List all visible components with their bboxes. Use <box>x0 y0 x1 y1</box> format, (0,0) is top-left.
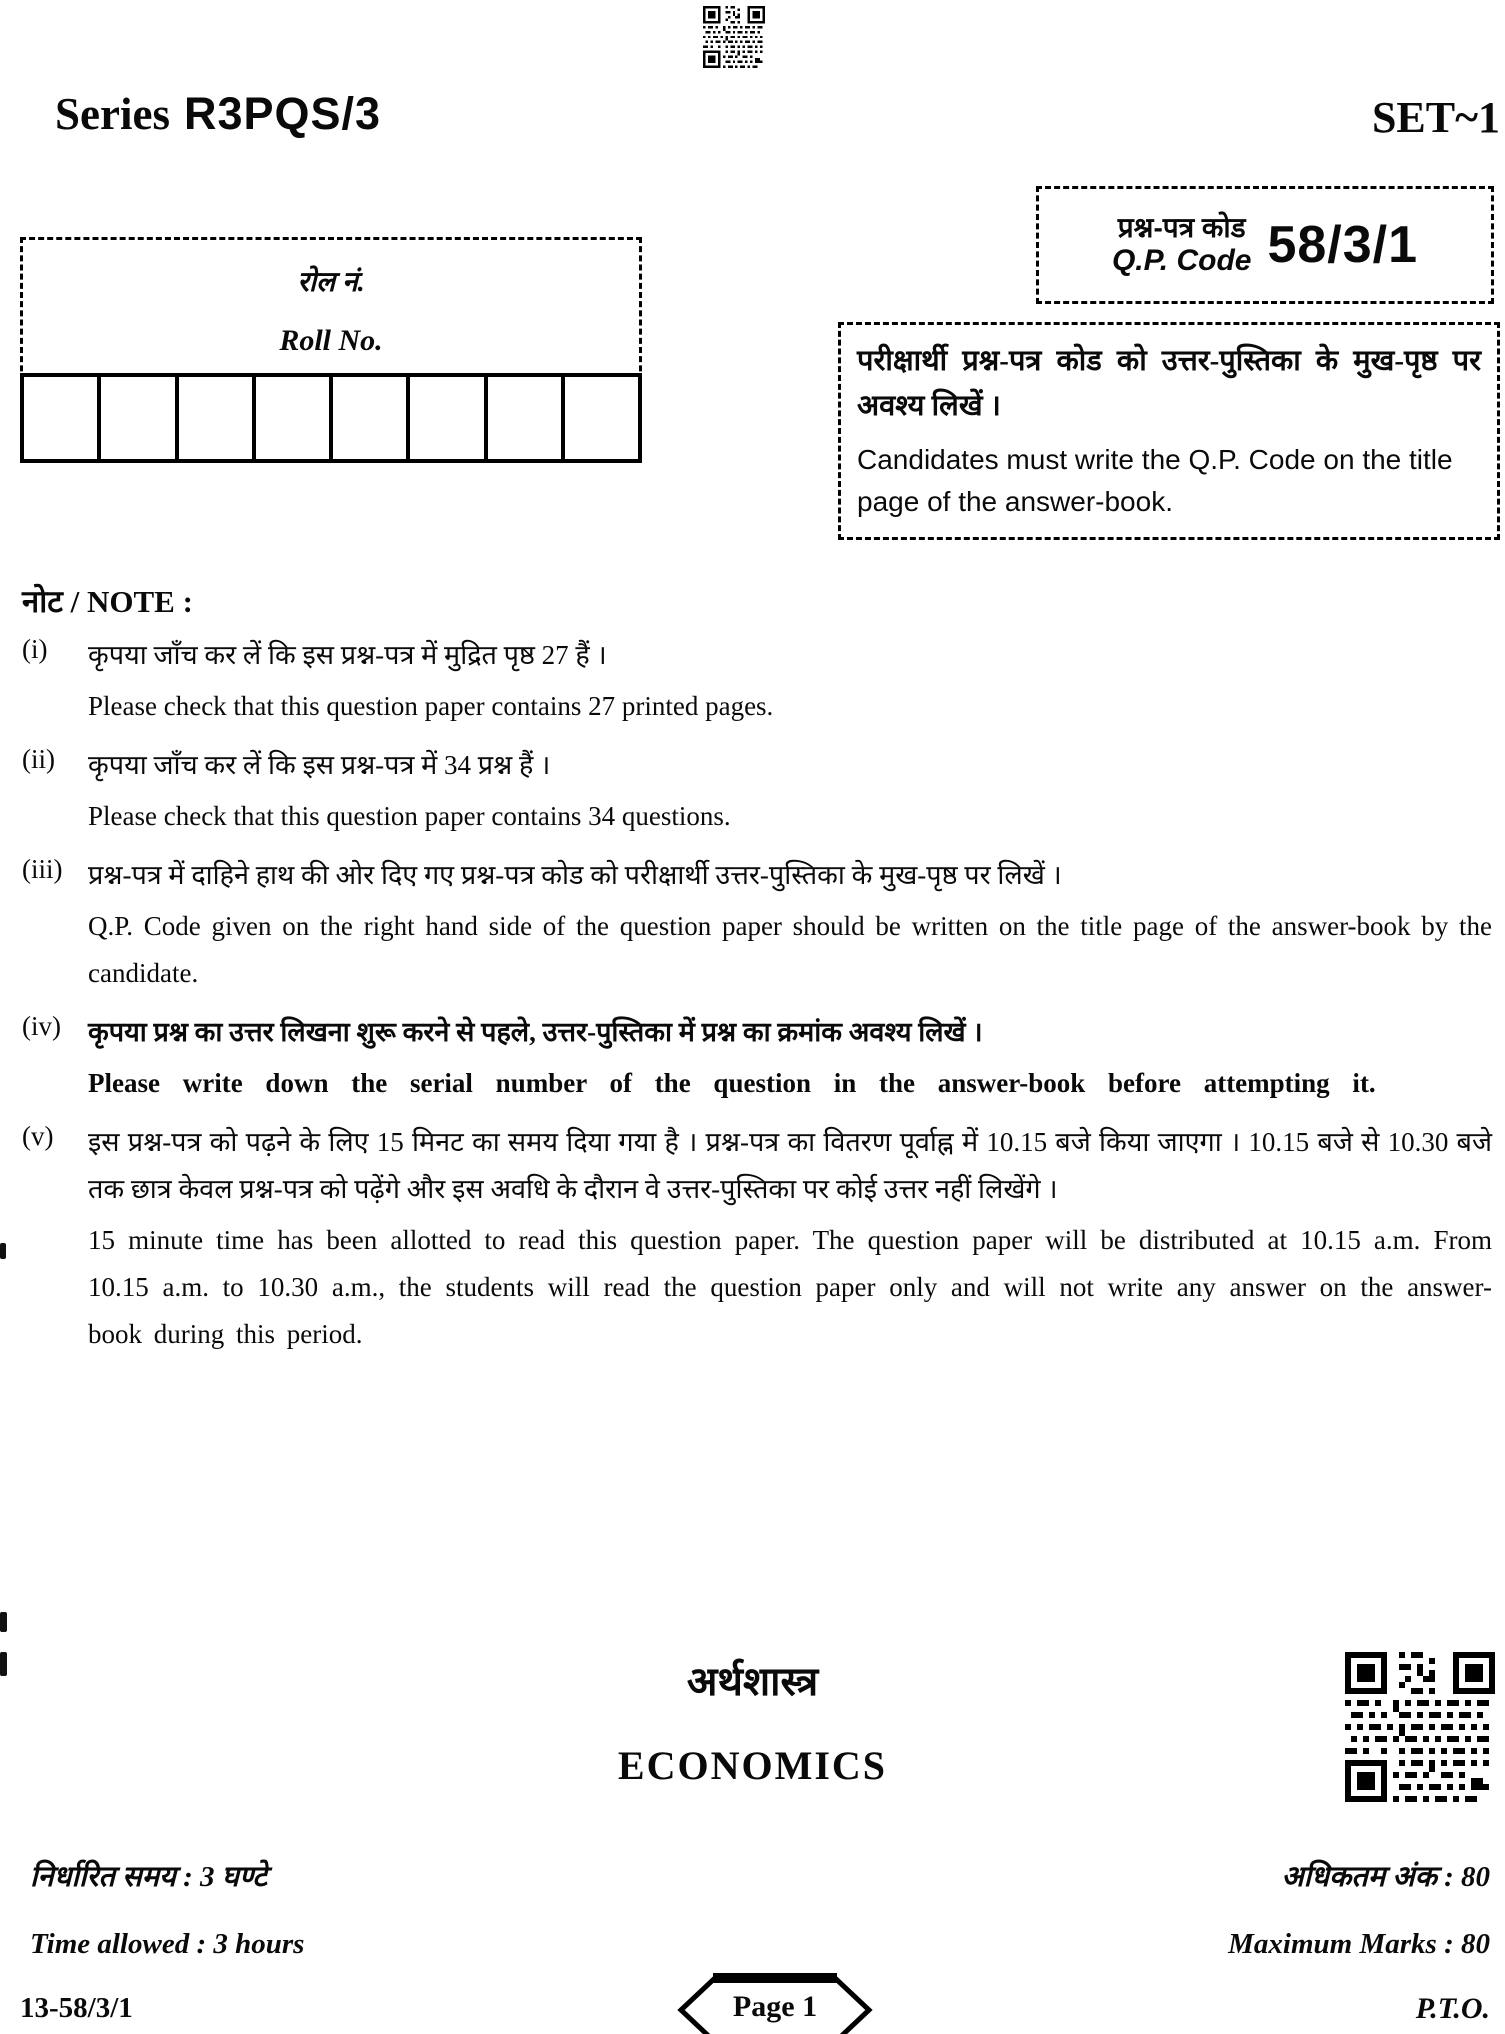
roll-number-box <box>20 237 642 463</box>
note-text-hindi: कृपया प्रश्न का उत्तर लिखना शुरू करने से पहले, उत्तर-पुस्तिका में प्रश्न का क्रमांक अवश्य लिखें । <box>88 1017 983 1047</box>
series-heading <box>55 88 381 140</box>
note-item-ii <box>22 742 1492 840</box>
note-marker: (v) <box>22 1121 54 1151</box>
note-text-english: Please check that this question paper contains 27 printed pages. <box>88 691 774 721</box>
note-item-iv <box>22 1009 1492 1107</box>
note-text-hindi: प्रश्न-पत्र में दाहिने हाथ की ओर दिए गए प्रश्न-पत्र कोड को परीक्षार्थी उत्तर-पुस्तिका के मुख-पृष्ठ पर लिखें । <box>88 860 1062 890</box>
time-allowed-hindi: निर्धारित समय : 3 घण्टे <box>30 1861 267 1893</box>
print-artifact <box>0 1652 7 1676</box>
qp-code-labels <box>1112 212 1251 279</box>
candidates-instruction-english: Candidates must write the Q.P. Code on the title page of the answer-book. <box>857 444 1453 517</box>
subject-title-english: ECONOMICS <box>617 1743 888 1788</box>
print-artifact <box>0 1243 6 1259</box>
roll-label-hindi: रोल नं. <box>297 267 365 298</box>
qp-code-label-hindi: प्रश्न-पत्र कोड <box>1117 211 1246 243</box>
roll-digit-cell <box>97 377 174 459</box>
page-number-hexagon <box>655 1972 895 2034</box>
note-marker: (iii) <box>22 854 63 884</box>
roll-digit-cell <box>484 377 561 459</box>
set-label: SET~1 <box>1371 93 1500 142</box>
note-text-english: Q.P. Code given on the right hand side of the question paper should be written on the title page of the answer-book by the candidate. <box>88 911 1492 988</box>
note-item-i <box>22 632 1492 730</box>
note-text-hindi: इस प्रश्न-पत्र को पढ़ने के लिए 15 मिनट का समय दिया गया है । प्रश्न-पत्र का वितरण पूर्वाह्न में 10.15 बजे किया जाएगा । 10.15 बजे से 10.30 बजे तक छात्र केवल प्रश्न-पत्र को पढ़ेंगे और इस अवधि के दौरान वे उत्तर-पुस्तिका पर कोई उत्तर नहीं लिखेंगे । <box>88 1127 1492 1204</box>
roll-digit-cell <box>175 377 252 459</box>
candidates-instruction-box <box>838 322 1500 540</box>
qr-code-bottom-icon <box>1345 1652 1495 1802</box>
note-item-iii <box>22 852 1492 997</box>
series-code: R3PQS/3 <box>183 88 382 139</box>
subject-title-hindi: अर्थशास्त्र <box>686 1659 819 1704</box>
page-number-label: Page 1 <box>732 1990 818 2023</box>
roll-digit-cell <box>24 377 97 459</box>
pto-label: P.T.O. <box>1415 1992 1490 2025</box>
qp-code-label-english: Q.P. Code <box>1111 243 1252 277</box>
roll-label-english: Roll No. <box>279 324 383 357</box>
note-text-hindi: कृपया जाँच कर लें कि इस प्रश्न-पत्र में मुद्रित पृष्ठ 27 हैं । <box>88 640 607 670</box>
qp-code-value: 58/3/1 <box>1267 216 1419 274</box>
series-word: Series <box>55 89 170 139</box>
note-item-v <box>22 1119 1492 1358</box>
note-marker: (i) <box>22 634 48 664</box>
roll-digit-cell <box>329 377 406 459</box>
print-artifact <box>0 1612 7 1632</box>
maximum-marks-hindi: अधिकतम अंक : 80 <box>1281 1861 1490 1893</box>
note-heading: नोट / NOTE : <box>22 584 193 619</box>
paper-id: 13-58/3/1 <box>20 1992 133 2024</box>
candidates-instruction-hindi: परीक्षार्थी प्रश्न-पत्र कोड को उत्तर-पुस्तिका के मुख-पृष्ठ पर अवश्य लिखें । <box>857 345 1481 422</box>
note-marker: (ii) <box>22 744 55 774</box>
note-section <box>22 580 1492 1370</box>
note-text-hindi: कृपया जाँच कर लें कि इस प्रश्न-पत्र में 34 प्रश्न हैं । <box>88 750 551 780</box>
roll-digit-cell <box>406 377 483 459</box>
qp-code-box <box>1036 186 1494 304</box>
note-text-english: Please check that this question paper contains 34 questions. <box>88 801 731 831</box>
maximum-marks-english: Maximum Marks : 80 <box>1228 1928 1490 1960</box>
roll-digit-cell <box>252 377 329 459</box>
qr-code-top-icon <box>703 6 765 68</box>
roll-digit-cell <box>561 377 638 459</box>
note-text-english: Please write down the serial number of the question in the answer-book before attempting it. <box>88 1068 1376 1098</box>
note-text-english: 15 minute time has been allotted to read this question paper. The question paper will be distributed at 10.15 a.m. From 10.15 a.m. to 10.30 a.m., the students will read the question paper only and will not write any answer on the answer-book during this period. <box>88 1225 1492 1349</box>
time-allowed-english: Time allowed : 3 hours <box>30 1928 305 1960</box>
note-marker: (iv) <box>22 1011 61 1041</box>
roll-digit-cells <box>20 373 642 463</box>
